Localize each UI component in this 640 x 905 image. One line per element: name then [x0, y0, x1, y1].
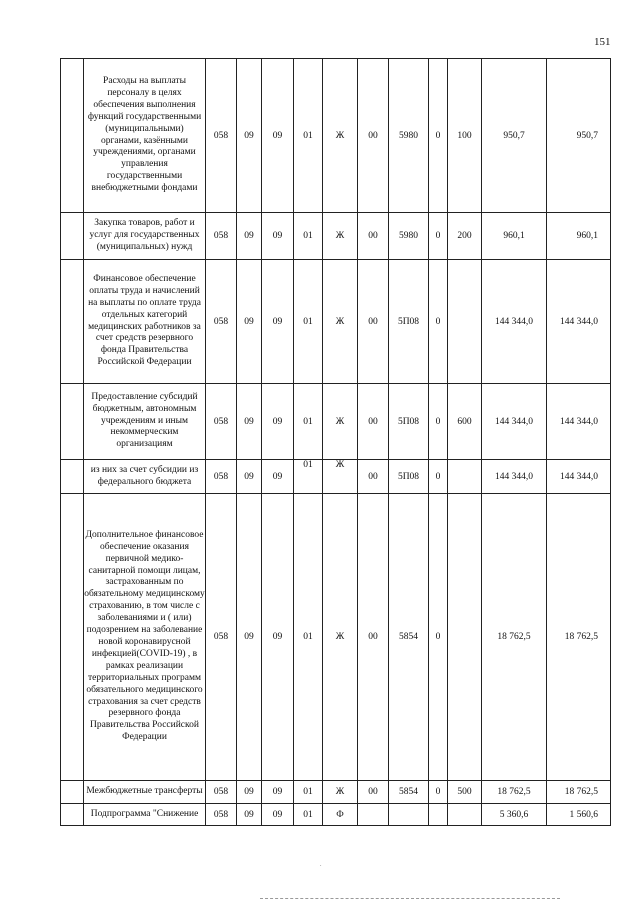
cell-vr: 500: [448, 781, 482, 804]
cell-ved: 058: [206, 260, 237, 384]
cell-csr1: 01: [294, 59, 323, 213]
cell-pr: 09: [262, 804, 294, 826]
empty-cell: [61, 781, 84, 804]
empty-cell: [61, 804, 84, 826]
cell-csr1: 01: [294, 494, 323, 781]
cell-sum1: 144 344,0: [482, 384, 547, 460]
cell-csr4: 5П08: [389, 260, 429, 384]
cell-csr1: 01: [294, 384, 323, 460]
cell-csr4: 5980: [389, 213, 429, 260]
cell-pr: 09: [262, 384, 294, 460]
cell-csr2: Ж: [323, 213, 358, 260]
row-description: Подпрограмма "Снижение: [84, 804, 206, 826]
cell-sum1: 960,1: [482, 213, 547, 260]
cell-rz: 09: [237, 59, 262, 213]
cell-sum2: 18 762,5: [547, 494, 611, 781]
row-description: Расходы на выплаты персоналу в целях обеспечения выполнения функций государственными (муниципальными) органами, казёнными учреждениями, органами управления государственными внебюджетными фондами: [84, 59, 206, 213]
row-description: из них за счет субсидии из федерального бюджета: [84, 460, 206, 494]
cell-csr4: 5854: [389, 494, 429, 781]
cell-csr2: Ж: [323, 59, 358, 213]
cell-ved: 058: [206, 213, 237, 260]
cell-csr2: Ж: [323, 781, 358, 804]
row-description: Дополнительное финансовое обеспечение оказания первичной медико-санитарной помощи лицам, застрахованным по обязательному медицинскому страхованию, в том числе с заболеваниями и ( или) подозрением на заболевание новой коронавирусной инфекцией(COVID-19) , в рамках реализации территориальных программ обязательного медицинского страхования за счет средств резервного фонда Правительства Российской Федерации: [84, 494, 206, 781]
cell-csr1: 01: [294, 781, 323, 804]
table-row: [61, 804, 611, 826]
cell-rz: 09: [237, 494, 262, 781]
cell-sum2: 144 344,0: [547, 460, 611, 494]
cell-csr3: 00: [358, 384, 389, 460]
cell-csr5: [429, 804, 448, 826]
cell-csr3: 00: [358, 460, 389, 494]
cell-csr3: 00: [358, 494, 389, 781]
cell-sum1: 950,7: [482, 59, 547, 213]
cell-pr: 09: [262, 59, 294, 213]
cell-csr3: 00: [358, 213, 389, 260]
cell-csr3: 00: [358, 781, 389, 804]
cell-ved: 058: [206, 384, 237, 460]
cell-sum2: 144 344,0: [547, 260, 611, 384]
cell-csr5: 0: [429, 59, 448, 213]
empty-cell: [61, 460, 84, 494]
scan-artifact: .: [320, 862, 322, 868]
cell-rz: 09: [237, 460, 262, 494]
cell-csr5: 0: [429, 384, 448, 460]
table-row: [61, 213, 611, 260]
row-description: Закупка товаров, работ и услуг для государственных (муниципальных) нужд: [84, 213, 206, 260]
cell-csr4: 5П08: [389, 384, 429, 460]
cell-rz: 09: [237, 260, 262, 384]
cell-vr: 600: [448, 384, 482, 460]
cell-csr4: [389, 804, 429, 826]
cell-sum1: 5 360,6: [482, 804, 547, 826]
page-number: 151: [594, 36, 611, 48]
cell-csr5: 0: [429, 260, 448, 384]
cell-vr: 100: [448, 59, 482, 213]
cell-sum1: 18 762,5: [482, 781, 547, 804]
cell-csr5: 0: [429, 781, 448, 804]
cell-ved: 058: [206, 59, 237, 213]
cell-csr2: Ж: [323, 494, 358, 781]
cell-pr: 09: [262, 213, 294, 260]
cell-vr: [448, 804, 482, 826]
table-row: [61, 59, 611, 213]
scan-edge-artifact: [260, 898, 560, 900]
cell-sum2: 960,1: [547, 213, 611, 260]
cell-rz: 09: [237, 384, 262, 460]
cell-csr3: 00: [358, 260, 389, 384]
row-description: Финансовое обеспечение оплаты труда и начислений на выплаты по оплате труда отдельных категорий медицинских работников за счет средств резервного фонда Правительства Российской Федерации: [84, 260, 206, 384]
empty-cell: [61, 260, 84, 384]
table-row: [61, 384, 611, 460]
cell-csr1: 01: [294, 213, 323, 260]
cell-csr2: Ж: [323, 384, 358, 460]
cell-csr4: 5854: [389, 781, 429, 804]
cell-vr: [448, 260, 482, 384]
table-row: [61, 781, 611, 804]
cell-ved: 058: [206, 460, 237, 494]
cell-sum2: 18 762,5: [547, 781, 611, 804]
cell-csr3: [358, 804, 389, 826]
cell-vr: [448, 460, 482, 494]
cell-rz: 09: [237, 213, 262, 260]
budget-table: [60, 58, 611, 826]
cell-csr1: 01: [294, 260, 323, 384]
cell-pr: 09: [262, 494, 294, 781]
table-row: [61, 460, 611, 494]
cell-sum1: 144 344,0: [482, 460, 547, 494]
row-description: Межбюджетные трансферты: [84, 781, 206, 804]
cell-sum1: 144 344,0: [482, 260, 547, 384]
cell-vr: 200: [448, 213, 482, 260]
cell-pr: 09: [262, 260, 294, 384]
cell-csr5: 0: [429, 494, 448, 781]
cell-sum2: 1 560,6: [547, 804, 611, 826]
row-description: Предоставление субсидий бюджетным, автономным учреждениям и иным некоммерческим организациям: [84, 384, 206, 460]
cell-ved: 058: [206, 781, 237, 804]
cell-csr5: 0: [429, 213, 448, 260]
cell-rz: 09: [237, 781, 262, 804]
cell-csr5: 0: [429, 460, 448, 494]
cell-sum1: 18 762,5: [482, 494, 547, 781]
table-row: [61, 260, 611, 384]
cell-csr4: 5980: [389, 59, 429, 213]
cell-pr: 09: [262, 460, 294, 494]
cell-csr2: Ф: [323, 804, 358, 826]
cell-sum2: 144 344,0: [547, 384, 611, 460]
empty-cell: [61, 213, 84, 260]
cell-sum2: 950,7: [547, 59, 611, 213]
cell-vr: [448, 494, 482, 781]
cell-rz: 09: [237, 804, 262, 826]
cell-csr1: 01: [294, 460, 323, 494]
cell-csr1: 01: [294, 804, 323, 826]
table-row: [61, 494, 611, 781]
empty-cell: [61, 384, 84, 460]
empty-cell: [61, 494, 84, 781]
cell-csr2: Ж: [323, 460, 358, 494]
cell-csr3: 00: [358, 59, 389, 213]
cell-csr4: 5П08: [389, 460, 429, 494]
cell-ved: 058: [206, 804, 237, 826]
cell-ved: 058: [206, 494, 237, 781]
empty-cell: [61, 59, 84, 213]
cell-csr2: Ж: [323, 260, 358, 384]
cell-pr: 09: [262, 781, 294, 804]
